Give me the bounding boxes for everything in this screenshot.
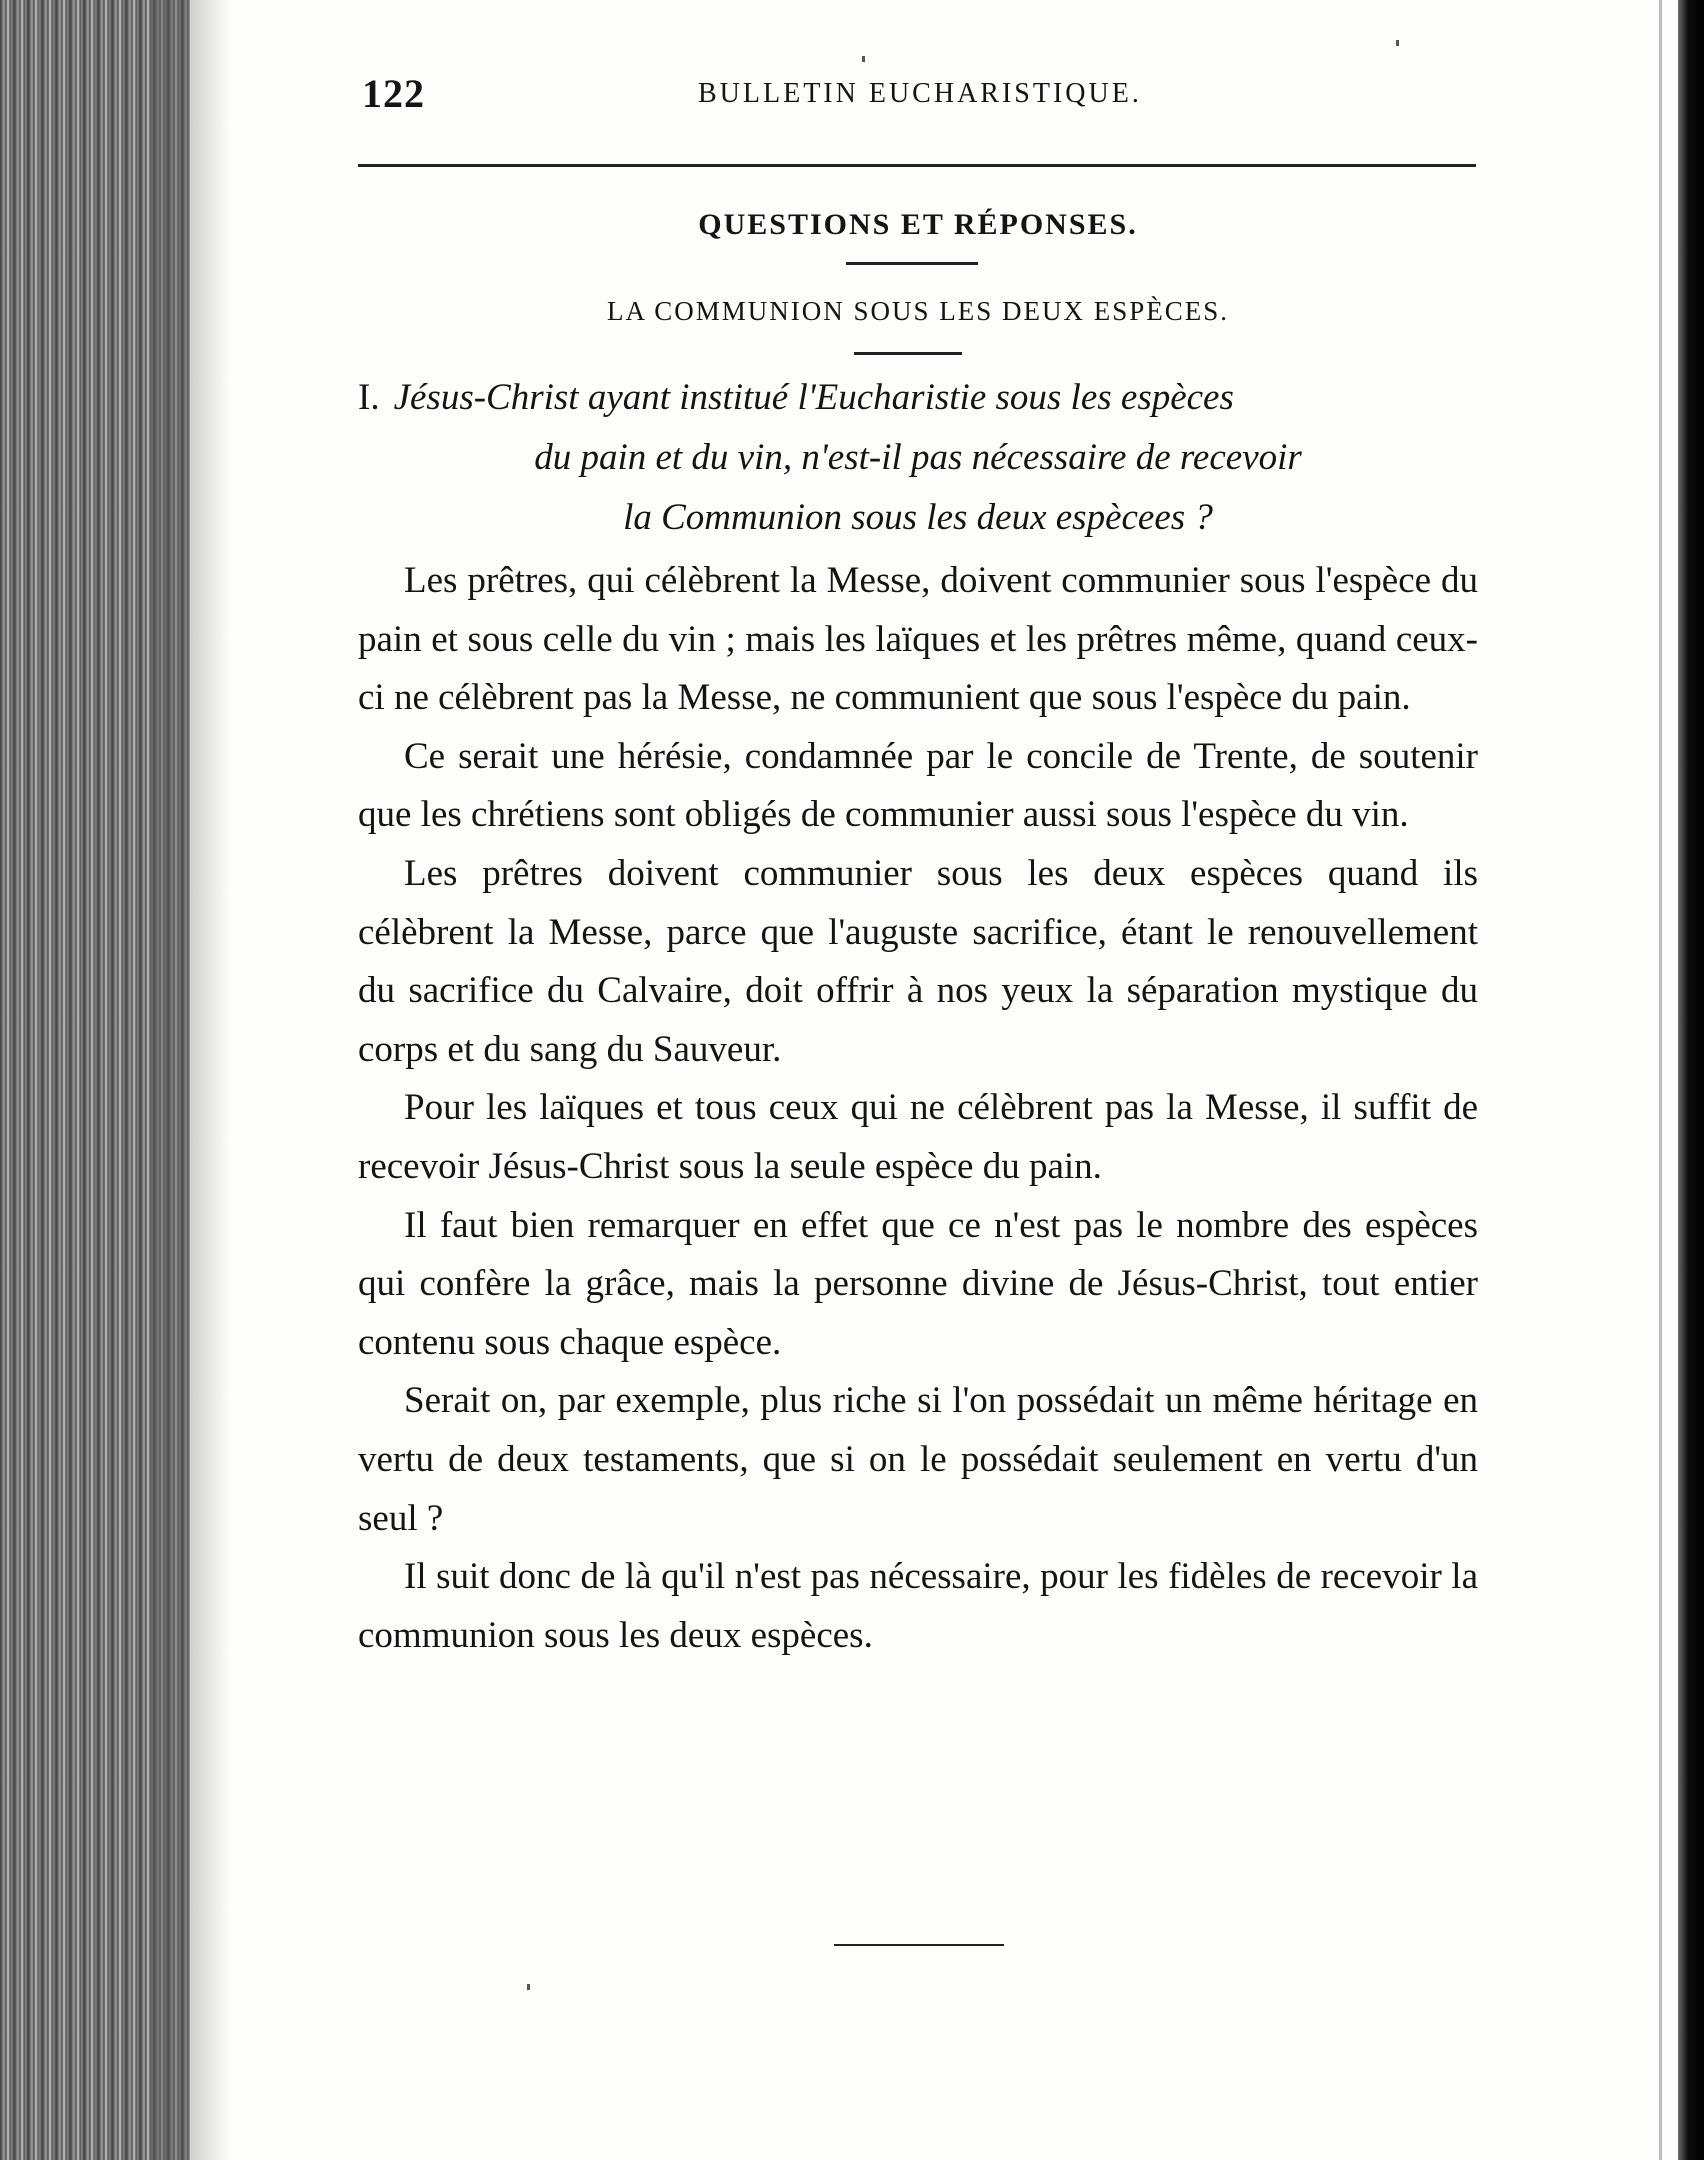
answer-paragraph: Il faut bien remarquer en effet que ce n'est pas le nombre des espèces qui confère la grâce, mais la personne divine de Jésus-Christ, tout entier contenu sous chaque espèce.	[358, 1204, 1478, 1363]
question-line: la Communion sous les deux espècees ?	[623, 497, 1213, 538]
answer-paragraph: Pour les laïques et tous ceux qui ne célèbrent pas la Messe, il suffit de recevoir Jésus-Christ sous la seule espèce du pain.	[358, 1087, 1478, 1187]
question-number: I.	[358, 377, 380, 418]
answer-paragraph: Il suit donc de là qu'il n'est pas nécessaire, pour les fidèles de recevoir la communion sous les deux espèces.	[358, 1556, 1478, 1656]
scan-border-right	[1678, 0, 1704, 2160]
question-line	[358, 368, 1478, 428]
scan-speck	[1396, 40, 1399, 46]
page-edge-line	[1659, 0, 1662, 2160]
section-subtitle: LA COMMUNION SOUS LES DEUX ESPÈCES.	[606, 296, 1230, 326]
subtitle-rule	[854, 352, 962, 355]
question-text: Jésus-Christ ayant institué l'Eucharistie sous les espèces	[393, 377, 1234, 418]
scan-speck	[862, 56, 865, 62]
question-block	[358, 368, 1478, 548]
header-rule	[358, 164, 1476, 167]
answer-paragraph: Les prêtres doivent communier sous les deux espèces quand ils célèbrent la Messe, parce que l'auguste sacrifice, étant le renouvellement du sacrifice du Calvaire, doit offrir à nos yeux la séparation mystique du corps et du sang du Sauveur.	[358, 852, 1478, 1070]
answer-paragraph: Serait on, par exemple, plus riche si l'on possédait un même héritage en vertu de deux testaments, que si on le possédait seulement en vertu d'un seul ?	[358, 1380, 1478, 1539]
title-underline	[846, 262, 978, 265]
scan-speck	[527, 1984, 530, 1990]
end-rule	[834, 1944, 1004, 1946]
binding-shadow	[150, 0, 230, 2160]
page-number: 122	[362, 71, 425, 116]
section-title: QUESTIONS ET RÉPONSES.	[698, 208, 1138, 241]
answer-paragraph: Ce serait une hérésie, condamnée par le concile de Trente, de soutenir que les chrétiens sont obligés de communier aussi sous l'espèce du vin.	[358, 735, 1478, 836]
question-line: du pain et du vin, n'est-il pas nécessaire de recevoir	[534, 437, 1302, 478]
answer-body	[358, 552, 1478, 1665]
running-head	[358, 70, 1478, 130]
journal-title: BULLETIN EUCHARISTIQUE.	[698, 78, 1142, 109]
answer-paragraph: Les prêtres, qui célèbrent la Messe, doivent communier sous l'espèce du pain et sous celle du vin ; mais les laïques et les prêtres même, quand ceux-ci ne célèbrent pas la Messe, ne communient que sous l'espèce du pain.	[358, 560, 1478, 719]
